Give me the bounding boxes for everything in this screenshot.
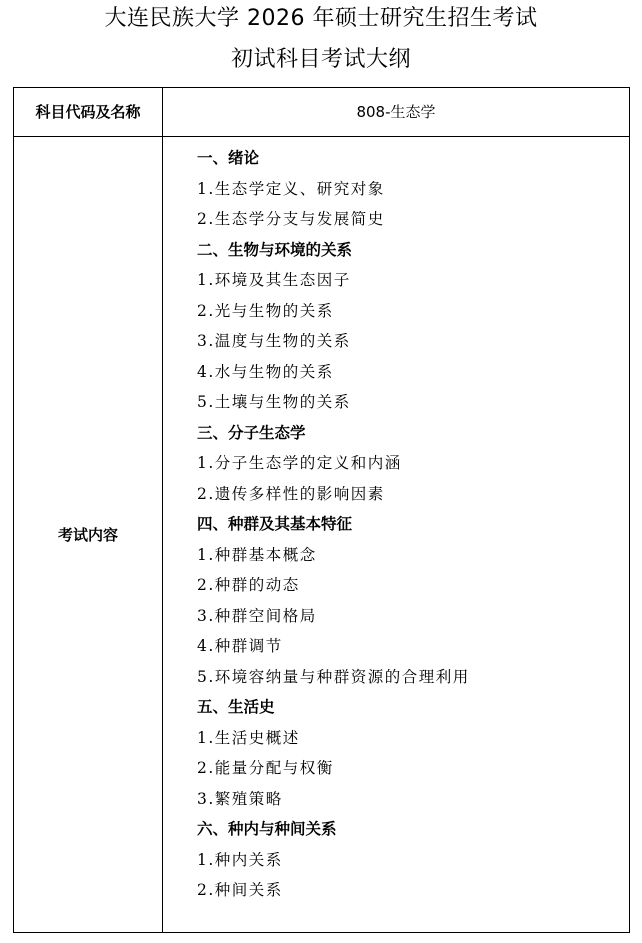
- section-item: 4.种群调节: [197, 637, 283, 655]
- section-item: 2.遗传多样性的影响因素: [197, 484, 385, 503]
- subject-value: 808-生态学: [356, 103, 436, 121]
- section: [197, 814, 617, 906]
- section-item: 2.种间关系: [197, 881, 283, 899]
- section: [197, 509, 617, 692]
- section-heading: 六、种内与种间关系: [197, 820, 337, 838]
- section-item: 1.分子生态学的定义和内涵: [197, 454, 402, 472]
- document-title: 大连民族大学 2026 年硕士研究生招生考试: [104, 6, 538, 31]
- section-item: 1.种群基本概念: [197, 545, 317, 564]
- section-heading: 五、生活史: [197, 698, 275, 716]
- section: [197, 418, 617, 510]
- section-heading: 一、绪论: [197, 149, 260, 167]
- subject-label: 科目代码及名称: [35, 103, 141, 121]
- syllabus-table: [13, 87, 630, 933]
- section-heading: 三、分子生态学: [197, 423, 306, 442]
- section-item: 2.能量分配与权衡: [197, 759, 334, 777]
- section-heading: 二、生物与环境的关系: [197, 240, 353, 259]
- section-item: 2.生态学分支与发展简史: [197, 210, 385, 228]
- section-item: 2.种群的动态: [197, 576, 300, 594]
- column-divider: [162, 88, 163, 932]
- exam-content-outline: [197, 143, 617, 906]
- section-item: 3.种群空间格局: [197, 606, 317, 625]
- section-item: 3.繁殖策略: [197, 789, 283, 808]
- subject-row: [14, 88, 629, 137]
- document-subtitle: 初试科目考试大纲: [230, 47, 411, 72]
- section-item: 1.生态学定义、研究对象: [197, 179, 385, 198]
- section: [197, 692, 617, 814]
- section-item: 4.水与生物的关系: [197, 362, 334, 381]
- content-label-text: 考试内容: [57, 526, 118, 544]
- section-item: 1.种内关系: [197, 850, 283, 869]
- content-label: [14, 137, 162, 932]
- section-item: 5.土壤与生物的关系: [197, 393, 351, 411]
- section: [197, 235, 617, 418]
- section-heading: 四、种群及其基本特征: [197, 515, 353, 533]
- section-item: 5.环境容纳量与种群资源的合理利用: [197, 667, 470, 686]
- section: [197, 143, 617, 235]
- section-item: 1.生活史概述: [197, 728, 300, 747]
- section-item: 3.温度与生物的关系: [197, 332, 351, 350]
- section-item: 2.光与生物的关系: [197, 301, 334, 320]
- section-item: 1.环境及其生态因子: [197, 271, 351, 289]
